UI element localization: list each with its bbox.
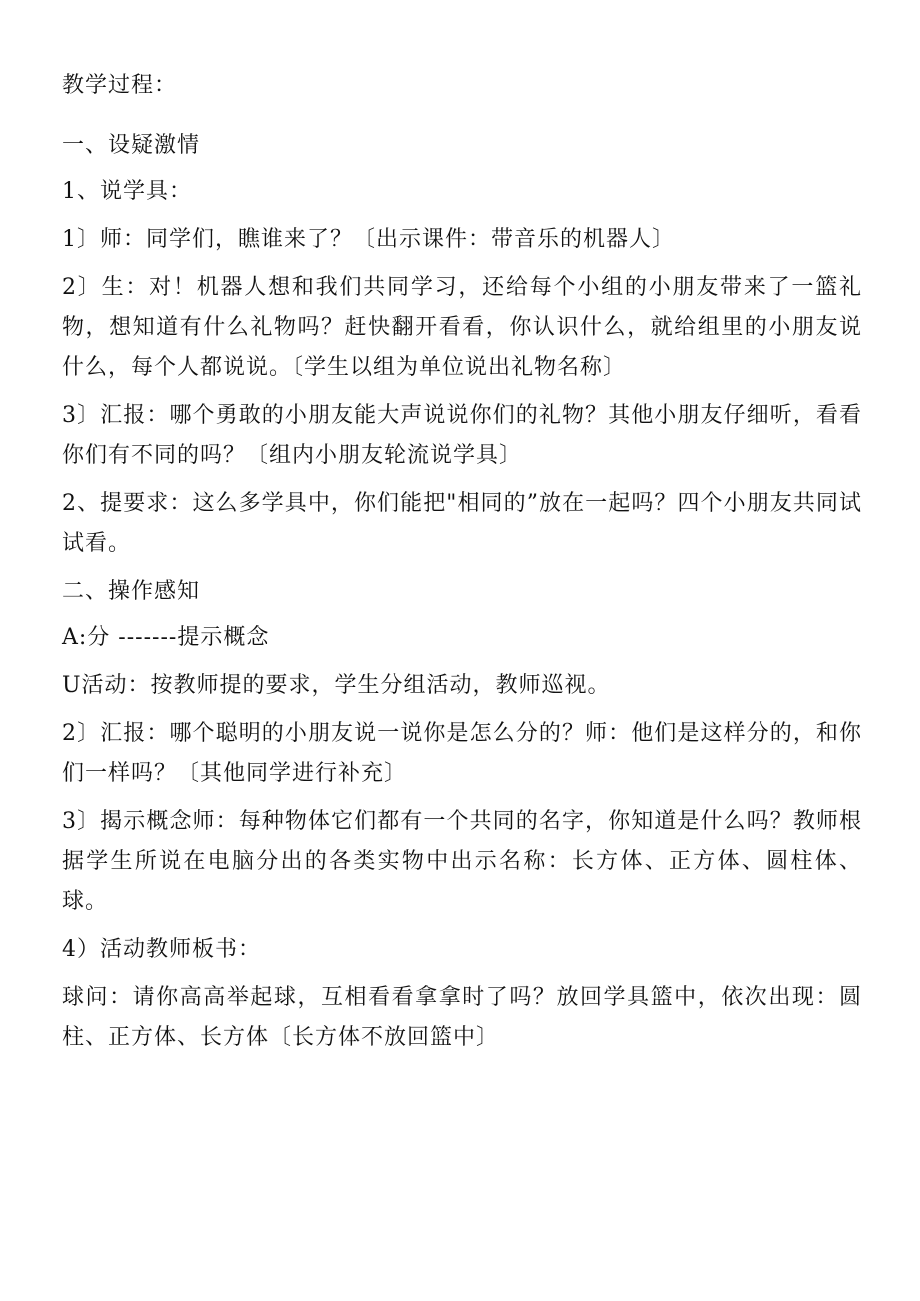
paragraph-4: 2、提要求：这么多学具中，你们能把"相同的”放在一起吗？四个小朋友共同试试看。 — [62, 491, 862, 556]
section-heading-1: 一、设疑激情 — [62, 133, 201, 158]
paragraph-2: 2〕生：对！机器人想和我们共同学习，还给每个小组的小朋友带来了一篮礼物，想知道有什么礼物吗？赶快翻开看看，你认识什么，就给组里的小朋友说什么，每个人都说说。〔学生以组为单位说出礼物名称〕 — [62, 275, 862, 380]
section-heading-2: 二、操作感知 — [62, 579, 201, 604]
subheading-1: 1、说学具： — [62, 179, 192, 204]
paragraph-9: 4）活动教师板书： — [62, 937, 261, 962]
document-body — [62, 66, 862, 1066]
heading-teaching-process: 教学过程： — [62, 73, 178, 98]
paragraph-6: U活动：按教师提的要求，学生分组活动，教师巡视。 — [62, 673, 611, 698]
paragraph-3: 3〕汇报：哪个勇敢的小朋友能大声说说你们的礼物？其他小朋友仔细听，看看你们有不同的吗？〔组内小朋友轮流说学具〕 — [62, 403, 862, 468]
paragraph-1: 1〕师：同学们，瞧谁来了？〔出示课件：带音乐的机器人〕 — [62, 227, 675, 252]
paragraph-8: 3〕揭示概念师：每种物体它们都有一个共同的名字，你知道是什么吗？教师根据学生所说在电脑分出的各类实物中出示名称：长方体、正方体、圆柱体、球。 — [62, 809, 862, 914]
paragraph-7: 2〕汇报：哪个聪明的小朋友说一说你是怎么分的？师：他们是这样分的，和你们一样吗？〔其他同学进行补充〕 — [62, 721, 862, 786]
paragraph-10: 球问：请你高高举起球，互相看看拿拿时了吗？放回学具篮中，依次出现：圆柱、正方体、长方体〔长方体不放回篮中〕 — [62, 985, 862, 1050]
paragraph-5: A:分 -------提示概念 — [62, 625, 270, 650]
